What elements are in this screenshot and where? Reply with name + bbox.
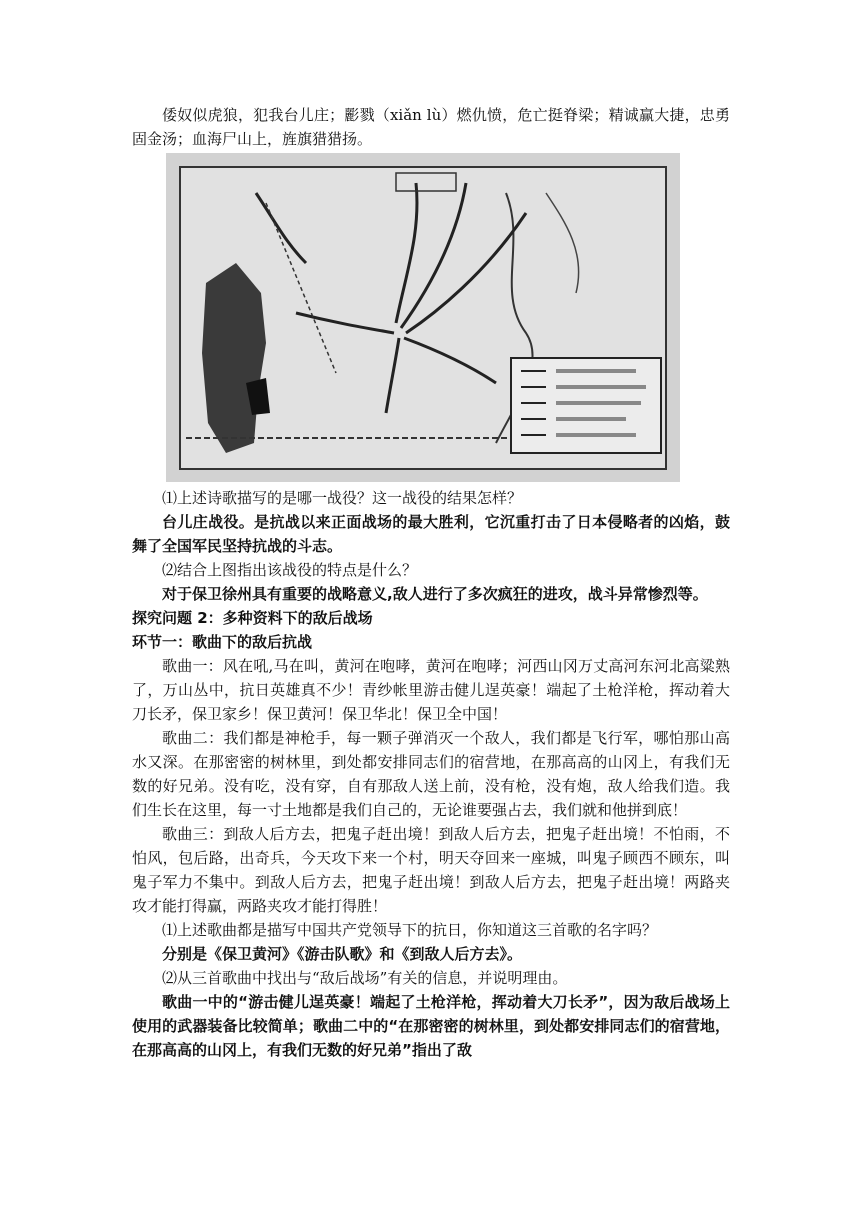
poem-text: 倭奴似虎狼，犯我台儿庄；彲戮（xiǎn lù）燃仇愤，危亡挺脊梁；精诚赢大捷，忠勇固金汤；血海尸山上，旌旗猎猎扬。 [132, 106, 730, 148]
question-4: ⑵从三首歌曲中找出与“敌后战场”有关的信息，并说明理由。 [162, 969, 568, 987]
section-heading: 探究问题 2：多种资料下的敌后战场 [132, 609, 373, 627]
answer-2: 对于保卫徐州具有重要的战略意义,敌人进行了多次疯狂的进攻，战斗异常惨烈等。 [162, 585, 708, 603]
song-3: 歌曲三：到敌人后方去，把鬼子赶出境！到敌人后方去，把鬼子赶出境！不怕雨，不怕风，包后路，出奇兵，今天攻下来一个村，明天夺回来一座城，叫鬼子顾西不顾东，叫鬼子军力不集中。到敌人后方去，把鬼子赶出境！到敌人后方去，把鬼子赶出境！两路夹攻才能打得赢，两路夹攻才能打得胜！ [132, 825, 730, 915]
content-block [132, 486, 730, 1062]
subsection-heading: 环节一：歌曲下的敌后抗战 [132, 633, 313, 651]
question-3: ⑴上述歌曲都是描写中国共产党领导下的抗日，你知道这三首歌的名字吗？ [162, 921, 658, 939]
battle-map-image [166, 153, 680, 482]
question-2: ⑵结合上图指出该战役的特点是什么？ [162, 561, 418, 579]
answer-3: 分别是《保卫黄河》《游击队歌》和《到敌人后方去》。 [162, 945, 523, 963]
question-1: ⑴上述诗歌描写的是哪一战役？这一战役的结果怎样？ [162, 489, 523, 507]
song-2: 歌曲二：我们都是神枪手，每一颗子弹消灭一个敌人，我们都是飞行军，哪怕那山高水又深。在那密密的树林里，到处都安排同志们的宿营地，在那高高的山冈上，有我们无数的好兄弟。没有吃，没有穿，自有那敌人送上前，没有枪，没有炮，敌人给我们造。我们生长在这里，每一寸土地都是我们自己的，无论谁要强占去，我们就和他拼到底！ [132, 729, 730, 819]
poem-block [132, 103, 730, 151]
answer-4: 歌曲一中的“游击健儿逞英豪！端起了土枪洋枪，挥动着大刀长矛”，因为敌后战场上使用的武器装备比较简单；歌曲二中的“在那密密的树林里，到处都安排同志们的宿营地，在那高高的山冈上，有我们无数的好兄弟”指出了敌 [132, 993, 730, 1059]
song-1: 歌曲一：风在吼,马在叫，黄河在咆哮，黄河在咆哮；河西山冈万丈高河东河北高粱熟了，万山丛中，抗日英雄真不少！青纱帐里游击健儿逞英豪！端起了土枪洋枪，挥动着大刀长矛，保卫家乡！保卫黄河！保卫华北！保卫全中国！ [132, 657, 730, 723]
answer-1: 台儿庄战役。是抗战以来正面战场的最大胜利，它沉重打击了日本侵略者的凶焰，鼓舞了全国军民坚持抗战的斗志。 [132, 513, 730, 555]
